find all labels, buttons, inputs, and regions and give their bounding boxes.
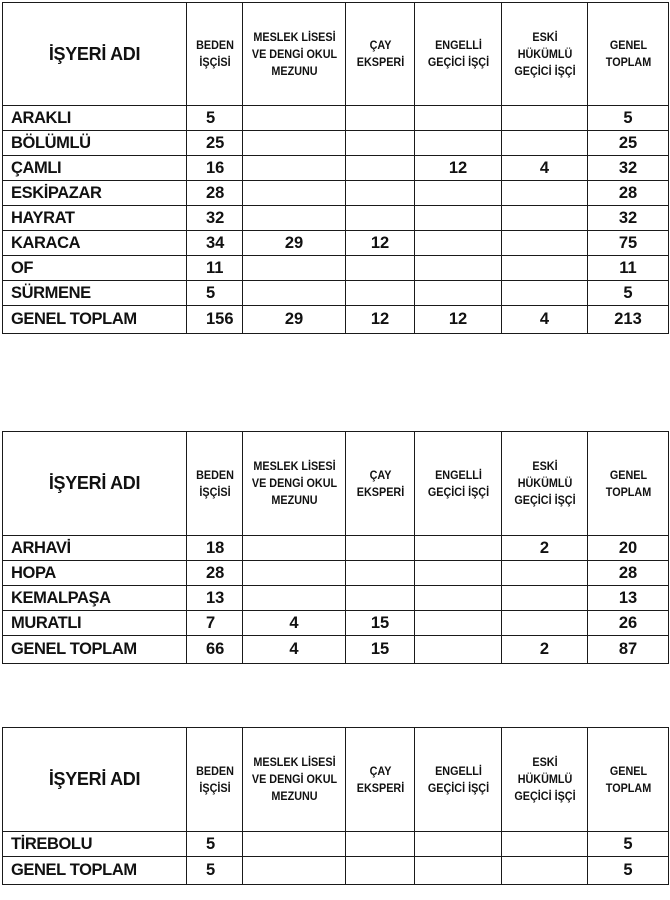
header-eski-hukumlu-line: GEÇİCİ İŞÇİ <box>513 789 576 803</box>
header-genel-toplam-line: TOPLAM <box>605 780 651 795</box>
cell-beden-iscisi: 28 <box>187 561 243 586</box>
cell-engelli-gecici <box>415 281 502 306</box>
cell-meslek-lisesi <box>243 181 346 206</box>
header-engelli-gecici-line: ENGELLİ <box>434 38 482 52</box>
cell-engelli-gecici <box>415 131 502 156</box>
header-meslek-lisesi-line: VE DENGİ OKUL <box>251 46 337 61</box>
cell-meslek-lisesi <box>243 832 346 857</box>
cell-cay-eksperi <box>346 536 415 561</box>
cell-genel-toplam: 32 <box>588 156 669 181</box>
header-meslek-lisesi-line: MEZUNU <box>270 493 318 507</box>
table-row <box>3 586 669 611</box>
cell-cay-eksperi <box>346 256 415 281</box>
header-meslek-lisesi-line: VE DENGİ OKUL <box>251 772 337 786</box>
cell-eski-hukumlu <box>502 586 588 611</box>
cell-engelli-gecici <box>415 832 502 857</box>
cell-meslek-lisesi: 4 <box>243 611 346 636</box>
workplace-table-3 <box>2 727 669 885</box>
cell-beden-iscisi: 16 <box>187 156 243 181</box>
header-eski-hukumlu-line: ESKİ <box>531 459 558 473</box>
cell-cay-eksperi <box>346 106 415 131</box>
header-meslek-lisesi-line: MESLEK LİSESİ <box>252 459 336 473</box>
header-eski-hukumlu-line: ESKİ <box>531 29 558 44</box>
cell-workplace-name: BÖLÜMLÜ <box>3 131 187 156</box>
header-cay-eksperi-line: EKSPERİ <box>356 55 404 69</box>
total-meslek-lisesi: 4 <box>243 636 346 664</box>
cell-eski-hukumlu <box>502 181 588 206</box>
header-meslek-lisesi <box>248 3 341 106</box>
cell-eski-hukumlu <box>502 256 588 281</box>
total-workplace-name: GENEL TOPLAM <box>3 857 187 885</box>
header-cay-eksperi-line: ÇAY <box>369 38 391 52</box>
total-beden-iscisi: 5 <box>187 857 243 885</box>
cell-cay-eksperi <box>346 561 415 586</box>
header-eski-hukumlu-line: GEÇİCİ İŞÇİ <box>513 493 576 507</box>
header-eski-hukumlu-line: HÜKÜMLÜ <box>517 46 572 61</box>
cell-beden-iscisi: 32 <box>187 206 243 231</box>
cell-engelli-gecici <box>415 206 502 231</box>
cell-eski-hukumlu <box>502 231 588 256</box>
cell-cay-eksperi: 12 <box>346 231 415 256</box>
header-engelli-gecici <box>419 432 497 536</box>
header-cay-eksperi-line: EKSPERİ <box>356 780 404 795</box>
cell-eski-hukumlu <box>502 281 588 306</box>
cell-genel-toplam: 5 <box>588 106 669 131</box>
cell-meslek-lisesi <box>243 131 346 156</box>
cell-cay-eksperi <box>346 832 415 857</box>
header-workplace-name: İŞYERİ ADI <box>3 728 187 832</box>
cell-engelli-gecici <box>415 536 502 561</box>
header-eski-hukumlu-line: ESKİ <box>531 755 558 769</box>
cell-cay-eksperi <box>346 181 415 206</box>
table-row <box>3 256 669 281</box>
cell-workplace-name: KEMALPAŞA <box>3 586 187 611</box>
cell-workplace-name: OF <box>3 256 187 281</box>
total-engelli-gecici <box>415 857 502 885</box>
table-row <box>3 231 669 256</box>
header-workplace-name: İŞYERİ ADI <box>3 3 187 106</box>
cell-eski-hukumlu <box>502 106 588 131</box>
cell-workplace-name: MURATLI <box>3 611 187 636</box>
cell-genel-toplam: 32 <box>588 206 669 231</box>
cell-eski-hukumlu <box>502 561 588 586</box>
header-eski-hukumlu-line: HÜKÜMLÜ <box>517 772 572 786</box>
cell-genel-toplam: 75 <box>588 231 669 256</box>
cell-meslek-lisesi <box>243 156 346 181</box>
header-eski-hukumlu-line: GEÇİCİ İŞÇİ <box>513 63 576 78</box>
cell-meslek-lisesi <box>243 281 346 306</box>
cell-eski-hukumlu <box>502 131 588 156</box>
cell-beden-iscisi: 13 <box>187 586 243 611</box>
header-row <box>3 3 669 106</box>
cell-engelli-gecici <box>415 106 502 131</box>
header-cay-eksperi <box>349 432 411 536</box>
table-row <box>3 131 669 156</box>
header-beden-iscisi-line: BEDEN <box>195 763 234 778</box>
header-eski-hukumlu <box>506 432 583 536</box>
header-engelli-gecici-line: GEÇİCİ İŞÇİ <box>427 55 489 69</box>
header-beden-iscisi-line: İŞÇİSİ <box>198 484 231 499</box>
header-genel-toplam-line: GENEL <box>609 467 647 482</box>
cell-engelli-gecici <box>415 256 502 281</box>
cell-workplace-name: SÜRMENE <box>3 281 187 306</box>
cell-workplace-name: KARACA <box>3 231 187 256</box>
header-beden-iscisi-line: İŞÇİSİ <box>198 780 231 795</box>
table-row <box>3 611 669 636</box>
header-engelli-gecici-line: ENGELLİ <box>434 467 482 482</box>
cell-meslek-lisesi <box>243 561 346 586</box>
cell-beden-iscisi: 34 <box>187 231 243 256</box>
header-genel-toplam <box>592 432 665 536</box>
header-meslek-lisesi <box>248 432 341 536</box>
cell-workplace-name: ESKİPAZAR <box>3 181 187 206</box>
header-meslek-lisesi-line: VE DENGİ OKUL <box>251 476 337 490</box>
cell-genel-toplam: 26 <box>588 611 669 636</box>
header-beden-iscisi <box>189 728 239 832</box>
header-row <box>3 432 669 536</box>
cell-beden-iscisi: 5 <box>187 106 243 131</box>
total-meslek-lisesi: 29 <box>243 306 346 334</box>
cell-eski-hukumlu <box>502 832 588 857</box>
header-beden-iscisi-line: İŞÇİSİ <box>198 55 231 69</box>
header-engelli-gecici-line: ENGELLİ <box>434 763 482 778</box>
table-row <box>3 106 669 131</box>
cell-engelli-gecici <box>415 561 502 586</box>
table-row <box>3 156 669 181</box>
cell-genel-toplam: 28 <box>588 561 669 586</box>
cell-genel-toplam: 13 <box>588 586 669 611</box>
cell-meslek-lisesi <box>243 106 346 131</box>
header-beden-iscisi <box>189 3 239 106</box>
header-cay-eksperi-line: ÇAY <box>369 763 391 778</box>
header-meslek-lisesi-line: MEZUNU <box>270 63 318 78</box>
table-row <box>3 832 669 857</box>
cell-engelli-gecici: 12 <box>415 156 502 181</box>
total-genel-toplam: 213 <box>588 306 669 334</box>
cell-cay-eksperi <box>346 156 415 181</box>
header-beden-iscisi-line: BEDEN <box>195 38 234 52</box>
header-cay-eksperi-line: ÇAY <box>369 467 391 482</box>
cell-eski-hukumlu: 2 <box>502 536 588 561</box>
header-meslek-lisesi-line: MESLEK LİSESİ <box>252 755 336 769</box>
header-workplace-name: İŞYERİ ADI <box>3 432 187 536</box>
header-row <box>3 728 669 832</box>
cell-meslek-lisesi: 29 <box>243 231 346 256</box>
total-eski-hukumlu: 4 <box>502 306 588 334</box>
total-engelli-gecici: 12 <box>415 306 502 334</box>
cell-eski-hukumlu <box>502 206 588 231</box>
header-engelli-gecici-line: GEÇİCİ İŞÇİ <box>427 780 489 795</box>
cell-engelli-gecici <box>415 611 502 636</box>
cell-beden-iscisi: 11 <box>187 256 243 281</box>
header-cay-eksperi-line: EKSPERİ <box>356 484 404 499</box>
cell-meslek-lisesi <box>243 536 346 561</box>
total-engelli-gecici <box>415 636 502 664</box>
table-row <box>3 206 669 231</box>
cell-workplace-name: TİREBOLU <box>3 832 187 857</box>
cell-engelli-gecici <box>415 586 502 611</box>
cell-genel-toplam: 25 <box>588 131 669 156</box>
cell-cay-eksperi <box>346 131 415 156</box>
cell-meslek-lisesi <box>243 256 346 281</box>
cell-workplace-name: ARAKLI <box>3 106 187 131</box>
header-engelli-gecici <box>419 3 497 106</box>
workplace-table-2 <box>2 431 669 664</box>
header-eski-hukumlu <box>506 728 583 832</box>
header-cay-eksperi <box>349 728 411 832</box>
cell-genel-toplam: 20 <box>588 536 669 561</box>
header-genel-toplam-line: GENEL <box>609 763 647 778</box>
header-engelli-gecici-line: GEÇİCİ İŞÇİ <box>427 484 489 499</box>
total-workplace-name: GENEL TOPLAM <box>3 306 187 334</box>
cell-beden-iscisi: 5 <box>187 281 243 306</box>
header-genel-toplam-line: GENEL <box>609 38 647 52</box>
cell-beden-iscisi: 7 <box>187 611 243 636</box>
header-meslek-lisesi-line: MESLEK LİSESİ <box>252 29 336 44</box>
cell-genel-toplam: 5 <box>588 832 669 857</box>
header-engelli-gecici <box>419 728 497 832</box>
header-genel-toplam-line: TOPLAM <box>605 55 651 69</box>
cell-engelli-gecici <box>415 181 502 206</box>
workplace-table-1 <box>2 2 669 334</box>
total-meslek-lisesi <box>243 857 346 885</box>
cell-cay-eksperi <box>346 586 415 611</box>
cell-workplace-name: HAYRAT <box>3 206 187 231</box>
total-row <box>3 306 669 334</box>
table-row <box>3 281 669 306</box>
total-eski-hukumlu: 2 <box>502 636 588 664</box>
cell-workplace-name: HOPA <box>3 561 187 586</box>
cell-beden-iscisi: 25 <box>187 131 243 156</box>
header-eski-hukumlu <box>506 3 583 106</box>
total-cay-eksperi <box>346 857 415 885</box>
cell-engelli-gecici <box>415 231 502 256</box>
total-cay-eksperi: 15 <box>346 636 415 664</box>
header-cay-eksperi <box>349 3 411 106</box>
total-genel-toplam: 87 <box>588 636 669 664</box>
cell-cay-eksperi <box>346 206 415 231</box>
header-meslek-lisesi <box>248 728 341 832</box>
cell-eski-hukumlu: 4 <box>502 156 588 181</box>
table-row <box>3 181 669 206</box>
cell-workplace-name: ARHAVİ <box>3 536 187 561</box>
cell-workplace-name: ÇAMLI <box>3 156 187 181</box>
cell-cay-eksperi: 15 <box>346 611 415 636</box>
header-genel-toplam-line: TOPLAM <box>605 484 651 499</box>
header-beden-iscisi <box>189 432 239 536</box>
total-cay-eksperi: 12 <box>346 306 415 334</box>
total-row <box>3 857 669 885</box>
total-eski-hukumlu <box>502 857 588 885</box>
header-genel-toplam <box>592 728 665 832</box>
total-beden-iscisi: 66 <box>187 636 243 664</box>
table-row <box>3 536 669 561</box>
header-beden-iscisi-line: BEDEN <box>195 467 234 482</box>
total-row <box>3 636 669 664</box>
total-beden-iscisi: 156 <box>187 306 243 334</box>
cell-eski-hukumlu <box>502 611 588 636</box>
total-workplace-name: GENEL TOPLAM <box>3 636 187 664</box>
cell-meslek-lisesi <box>243 586 346 611</box>
cell-beden-iscisi: 5 <box>187 832 243 857</box>
cell-beden-iscisi: 28 <box>187 181 243 206</box>
table-row <box>3 561 669 586</box>
header-genel-toplam <box>592 3 665 106</box>
cell-genel-toplam: 28 <box>588 181 669 206</box>
cell-cay-eksperi <box>346 281 415 306</box>
cell-meslek-lisesi <box>243 206 346 231</box>
cell-genel-toplam: 11 <box>588 256 669 281</box>
cell-genel-toplam: 5 <box>588 281 669 306</box>
total-genel-toplam: 5 <box>588 857 669 885</box>
header-eski-hukumlu-line: HÜKÜMLÜ <box>517 476 572 490</box>
header-meslek-lisesi-line: MEZUNU <box>270 789 318 803</box>
cell-beden-iscisi: 18 <box>187 536 243 561</box>
